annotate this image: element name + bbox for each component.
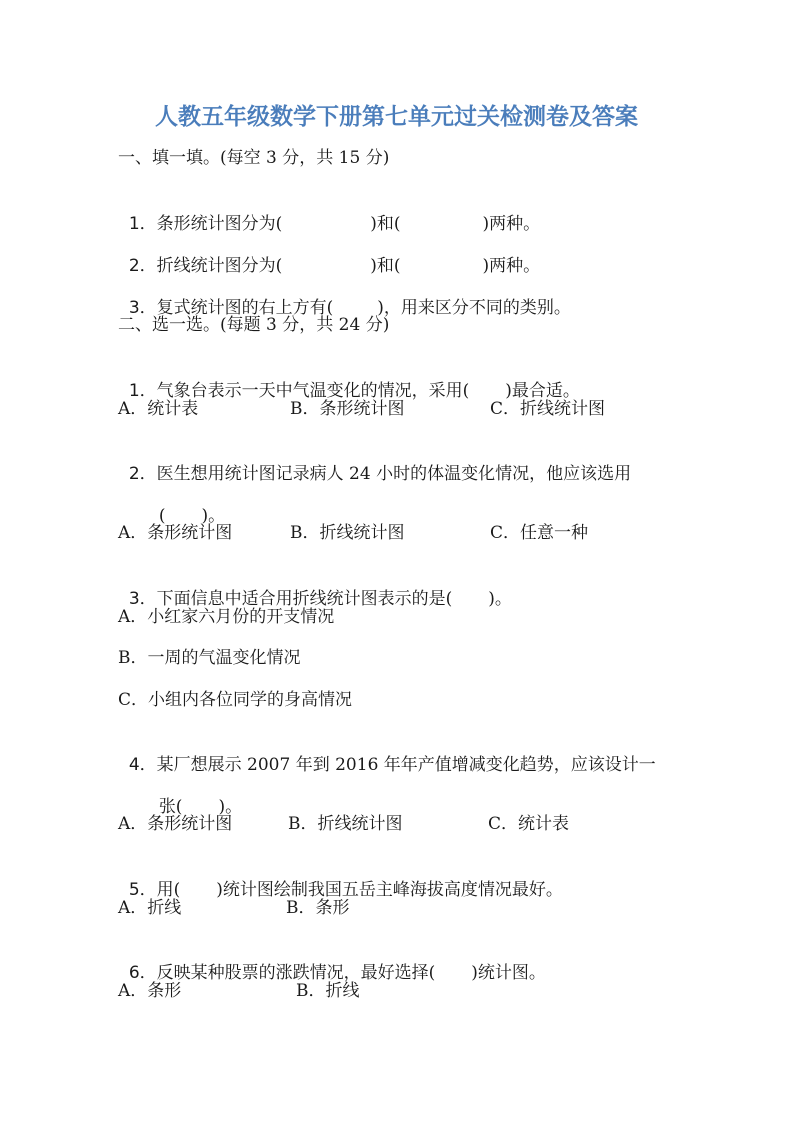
question-text: 用( — [156, 880, 181, 900]
s1-question-1 — [118, 188, 540, 236]
question-text: )统计图。 — [471, 963, 546, 983]
question-text: ( — [158, 506, 166, 526]
question-text: 气象台表示一天中气温变化的情况，采用( — [156, 381, 470, 401]
question-number: 1． — [128, 381, 157, 401]
option-c: C．折线统计图 — [490, 399, 606, 419]
option-a: A．条形统计图 — [118, 523, 233, 543]
s2-question-1 — [118, 355, 580, 403]
s2-question-5 — [118, 854, 563, 902]
option-b: B．折线 — [296, 981, 360, 1001]
option-a: A．小红家六月份的开支情况 — [118, 607, 335, 627]
s2-question-2 — [118, 438, 631, 486]
option-a: A．条形统计图 — [118, 814, 233, 834]
option-b: B．条形统计图 — [290, 399, 405, 419]
question-text: 医生想用统计图记录病人 24 小时的体温变化情况，他应该选用 — [156, 464, 632, 484]
s2-question-3 — [118, 563, 512, 611]
question-text: )。 — [218, 797, 243, 817]
question-number: 3． — [128, 589, 157, 609]
s2-question-4 — [118, 729, 656, 777]
question-number: 6． — [128, 963, 157, 983]
option-b: B．折线统计图 — [288, 814, 403, 834]
question-text: 某厂想展示 2007 年到 2016 年年产值增减变化趋势，应该设计一 — [156, 755, 656, 775]
question-text: )最合适。 — [505, 381, 580, 401]
question-text: )两种。 — [482, 256, 541, 276]
question-text: )两种。 — [482, 214, 541, 234]
question-number: 3． — [128, 298, 157, 318]
question-text: )和( — [370, 256, 401, 276]
s2-question-6 — [118, 937, 546, 985]
question-number: 4． — [128, 755, 157, 775]
option-c: C．小组内各位同学的身高情况 — [118, 690, 353, 710]
question-number: 2． — [128, 256, 157, 276]
question-text: 折线统计图分为( — [156, 256, 283, 276]
question-text: 条形统计图分为( — [156, 214, 283, 234]
question-number: 2． — [128, 464, 157, 484]
question-text: )，用来区分不同的类别。 — [377, 298, 571, 318]
question-text: 张( — [158, 797, 183, 817]
question-number: 5． — [128, 880, 157, 900]
option-a: A．折线 — [118, 898, 182, 918]
option-c: C．统计表 — [488, 814, 570, 834]
s1-question-2 — [118, 230, 540, 278]
question-number: 1． — [128, 214, 157, 234]
option-c: C．任意一种 — [490, 523, 589, 543]
question-text: )统计图绘制我国五岳主峰海拔高度情况最好。 — [216, 880, 563, 900]
question-text: )和( — [370, 214, 401, 234]
option-b: B．一周的气温变化情况 — [118, 648, 301, 668]
page-title: 人教五年级数学下册第七单元过关检测卷及答案 — [155, 104, 638, 130]
question-text: 复式统计图的右上方有( — [156, 298, 334, 318]
question-text: )。 — [201, 506, 226, 526]
option-b: B．条形 — [286, 898, 350, 918]
question-text: 下面信息中适合用折线统计图表示的是( — [156, 589, 453, 609]
question-text: 反映某种股票的涨跌情况，最好选择( — [156, 963, 436, 983]
section2-heading: 二、选一选。(每题 3 分，共 24 分) — [118, 315, 390, 335]
section1-heading: 一、填一填。(每空 3 分，共 15 分) — [118, 148, 390, 168]
option-b: B．折线统计图 — [290, 523, 405, 543]
question-text: )。 — [488, 589, 512, 609]
option-a: A．条形 — [118, 981, 182, 1001]
option-a: A．统计表 — [118, 399, 199, 419]
